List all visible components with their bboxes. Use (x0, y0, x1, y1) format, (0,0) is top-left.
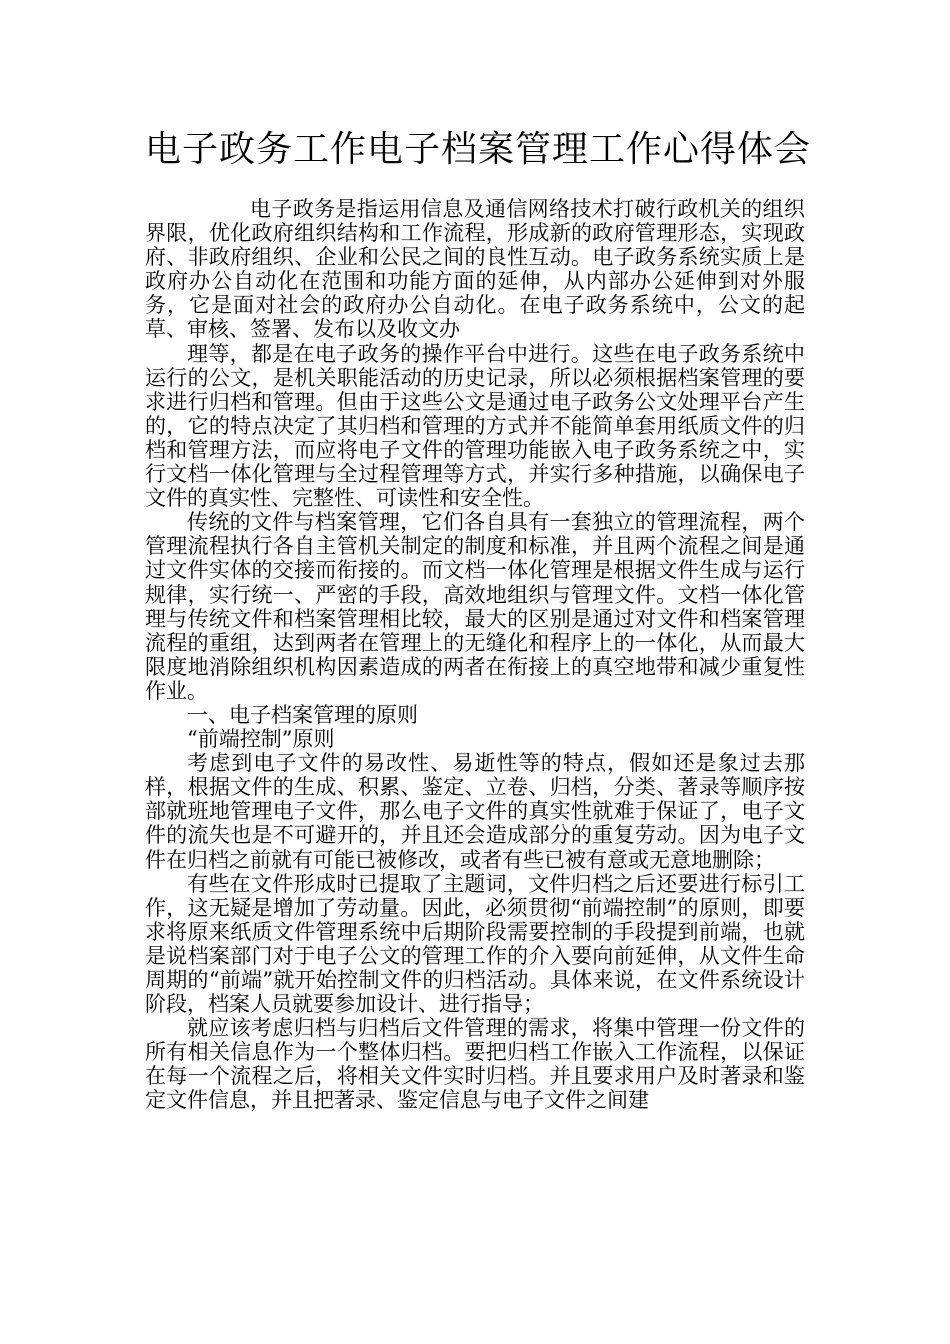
document-body (145, 197, 805, 1113)
paragraph-considerations: 考虑到电子文件的易改性、易逝性等的特点，假如还是象过去那样，根据文件的生成、积累、鉴定、立卷、归档，分类、著录等顺序按部就班地管理电子文件，那么电子文件的真实性就难于保证了，电子文件的流失也是不可避开的，并且还会造成部分的重复劳动。因为电子文件在归档之前就有可能已被修改，或者有些已被有意或无意地删除； (145, 751, 805, 872)
paragraph-traditional-management: 传统的文件与档案管理，它们各自具有一套独立的管理流程，两个管理流程执行各自主管机关制定的制度和标准，并且两个流程之间是通过文件实体的交接而衔接的。而文档一体化管理是根据文件生成与运行规律，实行统一、严密的手段，高效地组织与管理文件。文档一体化管理与传统文件和档案管理相比较，最大的区别是通过对文件和档案管理流程的重组，达到两者在管理上的无缝化和程序上的一体化，从而最大限度地消除组织机构因素造成的两者在衔接上的真空地带和减少重复性作业。 (145, 510, 805, 703)
paragraph-archiving-needs: 就应该考虑归档与归档后文件管理的需求，将集中管理一份文件的所有相关信息作为一个整体归档。要把归档工作嵌入工作流程，以保证在每一个流程之后，将相关文件实时归档。并且要求用户及时著录和鉴定文件信息，并且把著录、鉴定信息与电子文件之间建 (145, 1016, 805, 1113)
paragraph-front-end-principle: 有些在文件形成时已提取了主题词，文件归档之后还要进行标引工作，这无疑是增加了劳动量。因此，必须贯彻“前端控制”的原则，即要求将原来纸质文件管理系统中后期阶段需要控制的手段提到前端，也就是说档案部门对于电子公文的管理工作的介入要向前延伸，从文件生命周期的“前端”就开始控制文件的归档活动。具体来说，在文件系统设计阶段，档案人员就要参加设计、进行指导； (145, 871, 805, 1017)
document-title: 电子政务工作电子档案管理工作心得体会 (145, 129, 812, 170)
section-heading-principles: 一、电子档案管理的原则 (187, 702, 418, 727)
subsection-heading-front-end-control: “前端控制”原则 (187, 727, 335, 752)
paragraph-intro: 电子政务是指运用信息及通信网络技术打破行政机关的组织界限，优化政府组织结构和工作流程，形成新的政府管理形态，实现政府、非政府组织、企业和公民之间的良性互动。电子政务系统实质上是政府办公自动化在范围和功能方面的延伸，从内部办公延伸到对外服务，它是面对社会的政府办公自动化。在电子政务系统中，公文的起草、审核、签署、发布以及收文办 (145, 197, 805, 342)
paragraph-continuation: 理等，都是在电子政务的操作平台中进行。这些在电子政务系统中运行的公文，是机关职能活动的历史记录，所以必须根据档案管理的要求进行归档和管理。但由于这些公文是通过电子政务公文处理平台产生的，它的特点决定了其归档和管理的方式并不能简单套用纸质文件的归档和管理方法，而应将电子文件的管理功能嵌入电子政务系统之中，实行文档一体化管理与全过程管理等方式，并实行多种措施，以确保电子文件的真实性、完整性、可读性和安全性。 (145, 341, 805, 511)
